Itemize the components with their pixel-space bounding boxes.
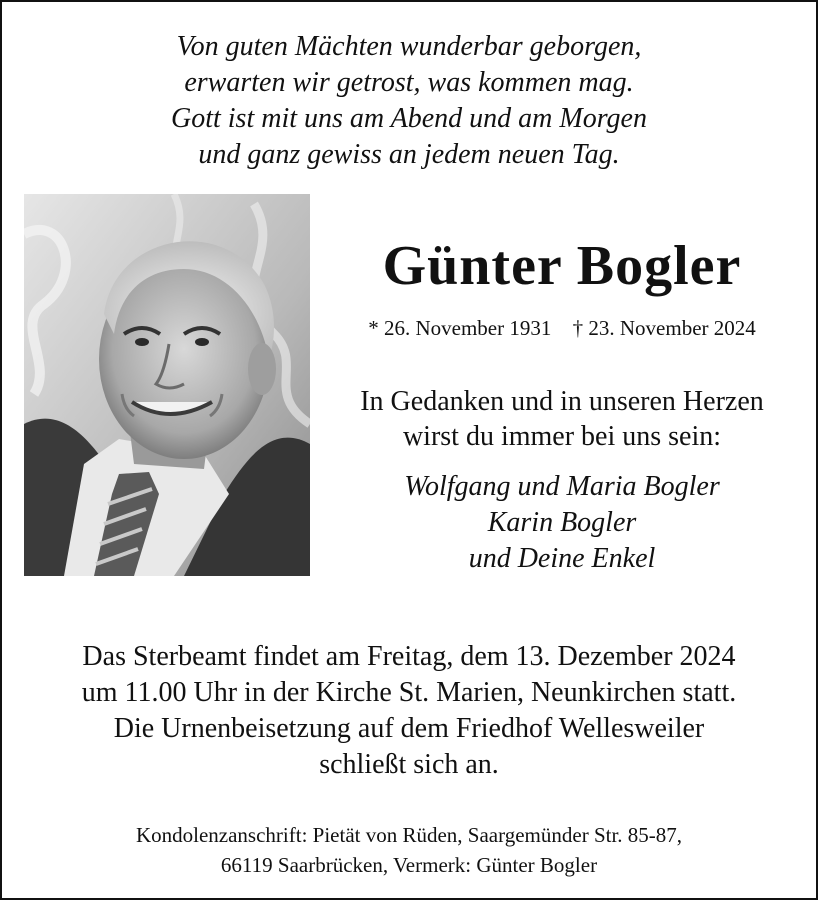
portrait-illustration <box>24 194 310 576</box>
remembrance-message <box>324 384 800 454</box>
death-date: † 23. November 2024 <box>572 316 756 340</box>
condolence-address <box>2 820 816 880</box>
poem-line: Gott ist mit uns am Abend und am Morgen <box>171 103 647 134</box>
service-line: schließt sich an. <box>319 749 499 780</box>
family-line: Wolfgang und Maria Bogler <box>404 471 720 502</box>
portrait-photo <box>24 194 310 576</box>
poem-line: und ganz gewiss an jedem neuen Tag. <box>198 139 620 170</box>
service-details <box>2 639 816 783</box>
poem-line: Von guten Mächten wunderbar geborgen, <box>176 31 642 62</box>
deceased-name: Günter Bogler <box>382 235 742 297</box>
family-line: Karin Bogler <box>487 507 637 538</box>
address-line: 66119 Saarbrücken, Vermerk: Günter Bogler <box>220 853 598 877</box>
life-dates <box>324 314 800 342</box>
family-names <box>324 469 800 577</box>
message-line: wirst du immer bei uns sein: <box>402 421 722 452</box>
message-line: In Gedanken und in unseren Herzen <box>360 386 764 417</box>
birth-date: * 26. November 1931 <box>368 316 552 340</box>
service-line: Die Urnenbeisetzung auf dem Friedhof Wellesweiler <box>113 713 705 744</box>
poem <box>2 29 816 173</box>
family-line: und Deine Enkel <box>468 543 656 574</box>
poem-line: erwarten wir getrost, was kommen mag. <box>184 67 634 98</box>
service-line: Das Sterbeamt findet am Freitag, dem 13. Dezember 2024 <box>82 641 736 672</box>
service-line: um 11.00 Uhr in der Kirche St. Marien, Neunkirchen statt. <box>81 677 737 708</box>
address-line: Kondolenzanschrift: Pietät von Rüden, Saargemünder Str. 85-87, <box>135 823 683 847</box>
